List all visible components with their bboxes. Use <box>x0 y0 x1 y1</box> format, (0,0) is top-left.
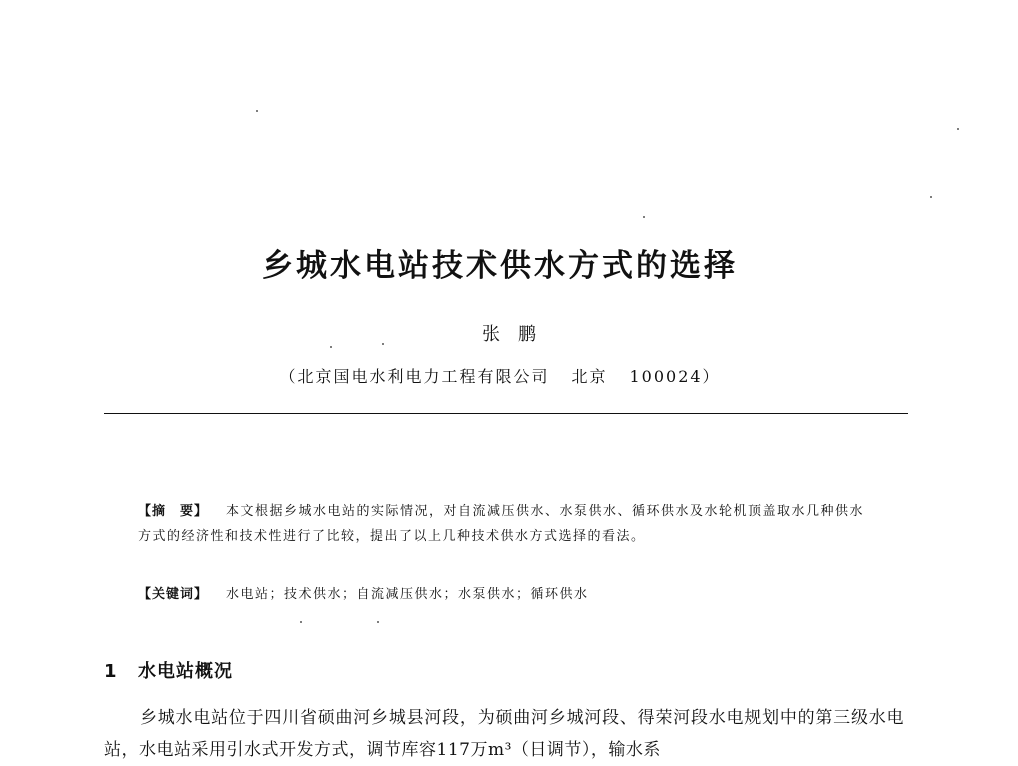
abstract-text: 本文根据乡城水电站的实际情况，对自流减压供水、水泵供水、循环供水及水轮机顶盖取水几种供水方式的经济性和技术性进行了比较，提出了以上几种技术供水方式选择的看法。 <box>138 504 865 544</box>
scan-speck <box>300 621 302 623</box>
scan-speck <box>377 621 379 623</box>
section-heading <box>104 657 233 683</box>
scan-speck <box>643 216 645 218</box>
affiliation-city: 北京 <box>571 367 608 386</box>
scan-speck <box>256 110 258 112</box>
abstract-block <box>138 499 868 549</box>
section-title: 水电站概况 <box>138 661 233 682</box>
scan-speck <box>930 196 932 198</box>
affiliation-postcode: 100024） <box>629 367 721 386</box>
scan-speck <box>957 128 959 130</box>
author-name: 张鹏 <box>482 324 554 345</box>
section-number: 1 <box>104 661 118 682</box>
scan-speck <box>330 346 332 348</box>
header-rule <box>104 413 908 414</box>
paper-title: 乡城水电站技术供水方式的选择 <box>262 248 738 284</box>
keywords-block <box>138 582 868 607</box>
abstract-label: 【摘 要】 <box>138 504 209 519</box>
keywords-label: 【关键词】 <box>138 587 209 602</box>
author-affiliation <box>0 364 1000 387</box>
affiliation-org: （北京国电水利电力工程有限公司 <box>279 367 550 386</box>
body-paragraph: 乡城水电站位于四川省硕曲河乡城县河段，为硕曲河乡城河段、得荣河段水电规划中的第三级水电站，水电站采用引水式开发方式，调节库容117万m³（日调节），输水系 <box>104 708 904 760</box>
keywords-text: 水电站；技术供水；自流减压供水；水泵供水；循环供水 <box>226 587 589 602</box>
